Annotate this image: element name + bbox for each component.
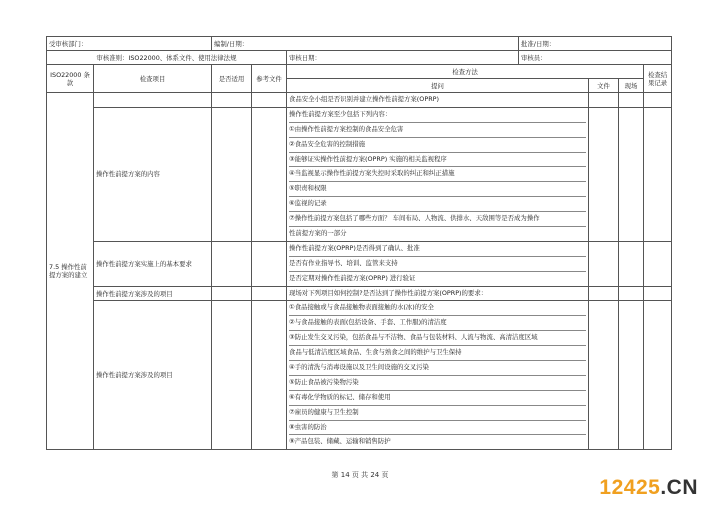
question-line: ④当监视显示操作性前提方案失控时采取的纠正和纠正措施 <box>289 167 586 182</box>
col-method: 检查方法 <box>287 65 644 79</box>
col-applicable: 是否适用 <box>212 65 252 93</box>
record-cell[interactable] <box>644 107 672 241</box>
question-line: 现场对下列项目如何控制?是否达到了操作性前提方案(OPRP)的要求： <box>289 288 488 297</box>
record-cell[interactable] <box>644 301 672 450</box>
question-line: 是否有作业指导书、培训、监管来支持 <box>289 257 586 272</box>
question-line: 是否定期对操作性前提方案(OPRP) 进行验证 <box>289 273 416 282</box>
table-row <box>47 93 672 108</box>
question-line: ⑦操作性前提方案包括了哪些方面？ 车间布局、人物流、供排水、天敌围等是否成为操作 <box>289 212 586 227</box>
item-cell <box>94 93 212 108</box>
question-line: ⑥有毒化学物质的标记、储存和使用 <box>289 391 586 406</box>
question-line: ③能够证实操作性前提方案(OPRP) 实施的相关监视程序 <box>289 153 586 168</box>
applicable-cell[interactable] <box>212 241 252 286</box>
question-line: ⑥监视的记录 <box>289 197 586 212</box>
question-line: 食品与低清洁度区域食品、生食与熟食之间的维护与卫生保持 <box>289 346 586 361</box>
question-line: 操作性前提方案至少包括下列内容： <box>289 108 586 123</box>
question-line: ⑧虫害的防治 <box>289 421 586 436</box>
question-line: ④手的清洗与消毒设施以及卫生间设施的交叉污染 <box>289 361 586 376</box>
question-cell <box>287 241 589 286</box>
item-cell: 操作性前提方案的内容 <box>94 107 212 241</box>
applicable-cell[interactable] <box>212 286 252 301</box>
question-line: 性前提方案的一部分 <box>289 229 347 238</box>
record-cell[interactable] <box>644 241 672 286</box>
reference-cell[interactable] <box>252 93 287 108</box>
table-row <box>47 241 672 286</box>
site-check-cell[interactable] <box>619 93 644 108</box>
applicable-cell[interactable] <box>212 107 252 241</box>
page-number-footer: 第 14 页 共 24 页 <box>331 471 389 479</box>
col-reference: 参考文件 <box>252 65 287 93</box>
question-line: ⑤职责和权限 <box>289 182 586 197</box>
question-line: ⑦雇员的健康与卫生控制 <box>289 406 586 421</box>
site-check-cell[interactable] <box>619 301 644 450</box>
col-item: 检查项目 <box>94 65 212 93</box>
site-watermark-logo <box>599 476 698 500</box>
col-clause: ISO22000 条款 <box>47 65 94 93</box>
item-cell: 操作性前提方案涉及的项目 <box>94 301 212 450</box>
question-cell <box>287 93 589 108</box>
document-check-cell[interactable] <box>589 93 619 108</box>
document-check-cell[interactable] <box>589 107 619 241</box>
table-row <box>47 301 672 450</box>
question-line: 操作性前提方案(OPRP)是否得到了确认、批准 <box>289 242 586 257</box>
question-line: 食品安全小组是否识别并建立操作性前提方案(OPRP) <box>289 95 439 103</box>
clause-cell: 7.5 操作性前提方案的建立 <box>47 93 94 450</box>
reference-cell[interactable] <box>252 286 287 301</box>
header-row-1 <box>47 37 672 51</box>
watermark-domain: .CN <box>660 476 698 499</box>
site-check-cell[interactable] <box>619 107 644 241</box>
question-cell <box>287 286 589 301</box>
reference-cell[interactable] <box>252 241 287 286</box>
header-row-2 <box>47 51 672 65</box>
table-row <box>47 107 672 241</box>
item-cell: 操作性前提方案实施上的基本要求 <box>94 241 212 286</box>
item-cell: 操作性前提方案涉及的项目 <box>94 286 212 301</box>
audit-basis: 审核准则：ISO22000、体系文件、使用法律法规 <box>47 51 287 65</box>
column-header-row-1 <box>47 65 672 79</box>
applicable-cell[interactable] <box>212 93 252 108</box>
audit-date-label: 审核日期： <box>287 51 519 65</box>
applicable-cell[interactable] <box>212 301 252 450</box>
audit-checklist-sheet <box>46 36 671 450</box>
watermark-number: 12425 <box>599 476 661 499</box>
question-line: ②食品安全危害的控制措施 <box>289 138 586 153</box>
document-check-cell[interactable] <box>589 301 619 450</box>
col-document: 文件 <box>589 79 619 93</box>
auditor-label: 审核员： <box>519 51 672 65</box>
col-site: 现场 <box>619 79 644 93</box>
prepared-label: 编制/日期： <box>212 37 519 51</box>
site-check-cell[interactable] <box>619 241 644 286</box>
question-cell <box>287 301 589 450</box>
col-record: 检查结果记录 <box>644 65 672 93</box>
question-line: ③防止发生交叉污染，包括食品与不洁物、食品与包装材料、人流与物流、高清洁度区域 <box>289 331 586 346</box>
col-question: 提问 <box>287 79 589 93</box>
approved-label: 批准/日期： <box>519 37 672 51</box>
record-cell[interactable] <box>644 93 672 108</box>
question-cell <box>287 107 589 241</box>
document-check-cell[interactable] <box>589 286 619 301</box>
question-line: ②与食品接触的表面(包括设备、手套、工作服)的清洁度 <box>289 316 586 331</box>
question-line: ①食品接触或与食品接触物表面接触的水(冰)的安全 <box>289 301 586 316</box>
document-check-cell[interactable] <box>589 241 619 286</box>
reference-cell[interactable] <box>252 107 287 241</box>
question-line: ⑨产品包装、储藏、运输和销售防护 <box>289 437 391 446</box>
site-check-cell[interactable] <box>619 286 644 301</box>
reference-cell[interactable] <box>252 301 287 450</box>
table-row <box>47 286 672 301</box>
audit-checklist-table <box>46 36 672 450</box>
question-line: ⑤防止食品被污染物污染 <box>289 376 586 391</box>
record-cell[interactable] <box>644 286 672 301</box>
dept-label: 受审核部门： <box>47 37 212 51</box>
question-line: ①由操作性前提方案控制的食品安全危害 <box>289 123 586 138</box>
